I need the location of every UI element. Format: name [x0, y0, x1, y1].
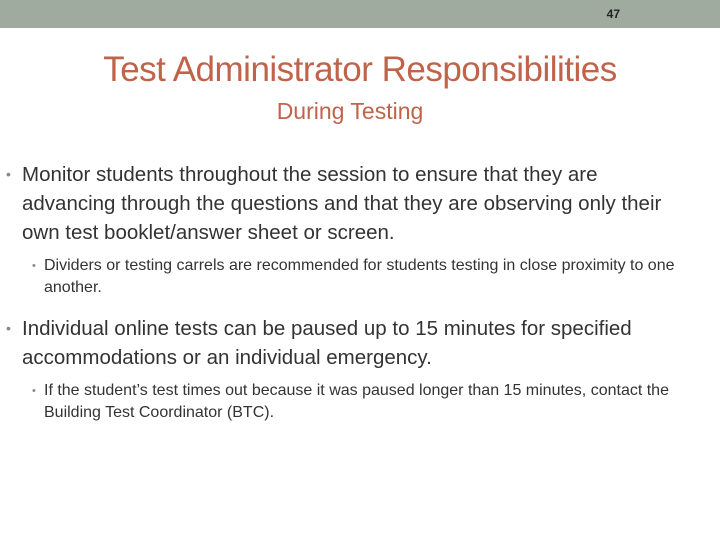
bullet-level2	[32, 255, 695, 299]
bullet-dot-icon: •	[6, 166, 11, 182]
bullet-dot-icon: •	[32, 260, 36, 272]
sub-bullet-text: Dividers or testing carrels are recommended for students testing in close proximity to one another.	[44, 257, 675, 296]
slide-subtitle	[0, 98, 710, 125]
bullet-text: Monitor students throughout the session to ensure that they are advancing through the questions and that they are observing only their own test booklet/answer sheet or screen.	[22, 163, 662, 244]
top-bar	[0, 0, 720, 28]
slide-subtitle-text: During Testing	[276, 98, 424, 124]
bullet-dot-icon: •	[6, 320, 11, 336]
bullet-item	[0, 314, 720, 424]
bullet-dot-icon: •	[32, 385, 36, 397]
sub-bullet-text: If the student’s test times out because it was paused longer than 15 minutes, contact the Building Test Coordinator (BTC).	[44, 382, 669, 421]
slide-number: 47	[606, 7, 620, 21]
bullet-text: Individual online tests can be paused up to 15 minutes for specified accommodations or an individual emergency.	[22, 317, 632, 369]
slide-content	[0, 160, 720, 424]
slide-title: Test Administrator Responsibilities	[103, 50, 617, 89]
bullet-level2	[32, 380, 695, 424]
bullet-level1	[6, 314, 695, 372]
bullet-item	[0, 160, 720, 299]
bullet-level1	[6, 160, 695, 247]
